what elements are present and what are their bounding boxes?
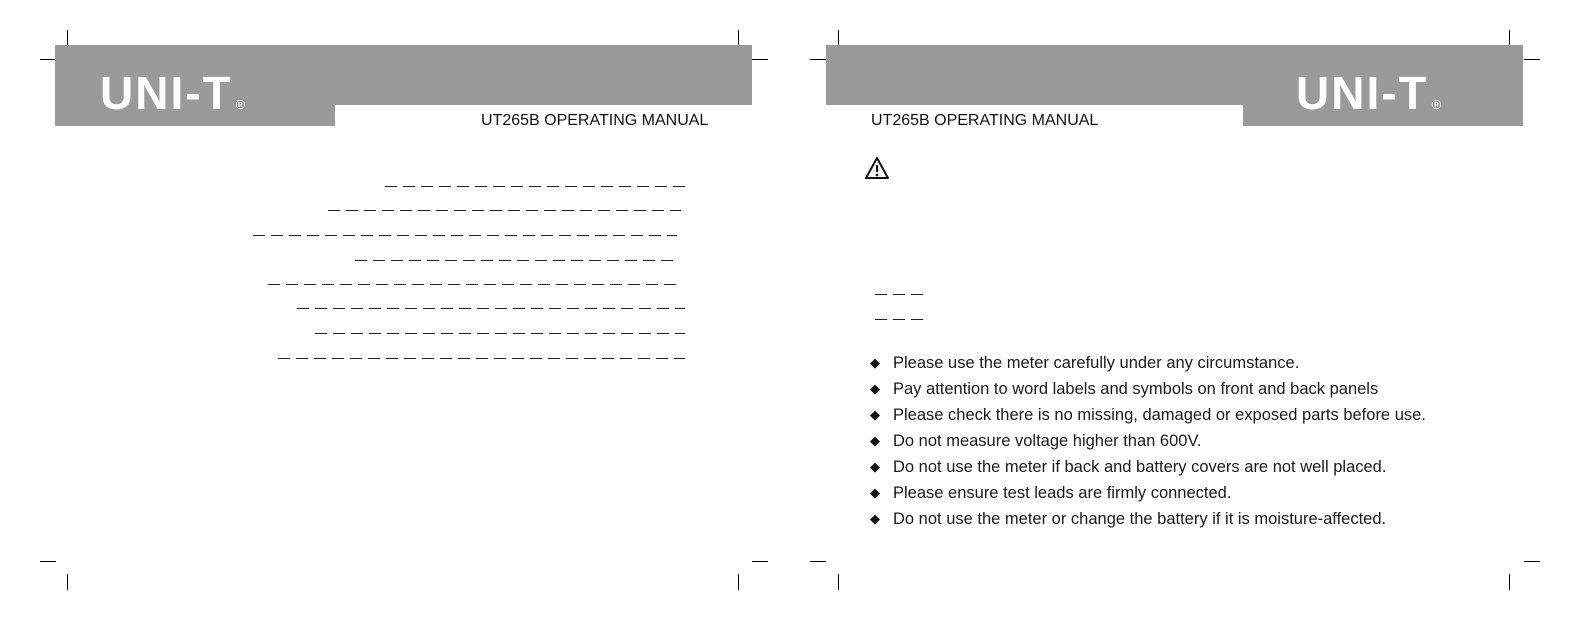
crop-mark: [67, 30, 68, 46]
crop-mark: [1509, 574, 1510, 590]
crop-mark: [67, 574, 68, 590]
diamond-bullet-icon: ◆: [870, 355, 880, 370]
list-item-text: Please use the meter carefully under any circumstance.: [893, 354, 1300, 372]
diamond-bullet-icon: ◆: [870, 485, 880, 500]
crop-mark: [810, 561, 826, 562]
list-item: [870, 350, 1426, 376]
list-item-text: Please check there is no missing, damaged or exposed parts before use.: [893, 406, 1426, 424]
crop-mark: [1524, 59, 1540, 60]
crop-mark: [738, 30, 739, 46]
toc-leader-line: [278, 358, 685, 359]
manual-title: UT265B OPERATING MANUAL: [871, 112, 1099, 129]
manual-title: UT265B OPERATING MANUAL: [481, 112, 709, 129]
toc-leader-line: [297, 308, 685, 309]
registered-mark: ®: [1431, 97, 1442, 112]
crop-mark: [810, 59, 826, 60]
brand-logo: [1296, 67, 1442, 128]
list-item: [870, 480, 1426, 506]
list-item: [870, 376, 1426, 402]
toc-leader-line: [355, 260, 673, 261]
list-item: [870, 402, 1426, 428]
crop-mark: [1524, 561, 1540, 562]
logo-text: UNI-T: [100, 67, 233, 119]
crop-mark: [40, 59, 56, 60]
diamond-bullet-icon: ◆: [870, 407, 880, 422]
crop-mark: [738, 574, 739, 590]
right-page: [794, 0, 1588, 624]
list-item: [870, 454, 1426, 480]
list-item-text: Do not measure voltage higher than 600V.: [893, 432, 1202, 450]
list-item-text: Please ensure test leads are firmly connected.: [893, 484, 1232, 502]
crop-mark: [838, 574, 839, 590]
list-item: [870, 428, 1426, 454]
list-item-text: Pay attention to word labels and symbols on front and back panels: [893, 380, 1379, 398]
registered-mark: ®: [235, 97, 246, 112]
toc-leader-line: [328, 210, 681, 211]
short-dash-line: [875, 294, 923, 295]
toc-leader-line: [315, 333, 685, 334]
crop-mark: [1509, 30, 1510, 46]
toc-leader-line: [268, 284, 676, 285]
diamond-bullet-icon: ◆: [870, 511, 880, 526]
list-item-text: Do not use the meter if back and battery covers are not well placed.: [893, 458, 1387, 476]
warning-triangle-icon: [864, 156, 890, 180]
crop-mark: [752, 561, 768, 562]
list-item: [870, 506, 1426, 532]
list-item-text: Do not use the meter or change the battery if it is moisture-affected.: [893, 510, 1387, 528]
brand-logo: [100, 67, 246, 128]
diamond-bullet-icon: ◆: [870, 459, 880, 474]
crop-mark: [838, 30, 839, 46]
toc-leader-line: [385, 186, 685, 187]
crop-mark: [40, 561, 56, 562]
logo-text: UNI-T: [1296, 67, 1429, 119]
crop-mark: [752, 59, 768, 60]
diamond-bullet-icon: ◆: [870, 433, 880, 448]
safety-bullet-list: [870, 350, 1426, 532]
diamond-bullet-icon: ◆: [870, 381, 880, 396]
toc-leader-line: [253, 235, 677, 236]
short-dash-line: [875, 319, 923, 320]
